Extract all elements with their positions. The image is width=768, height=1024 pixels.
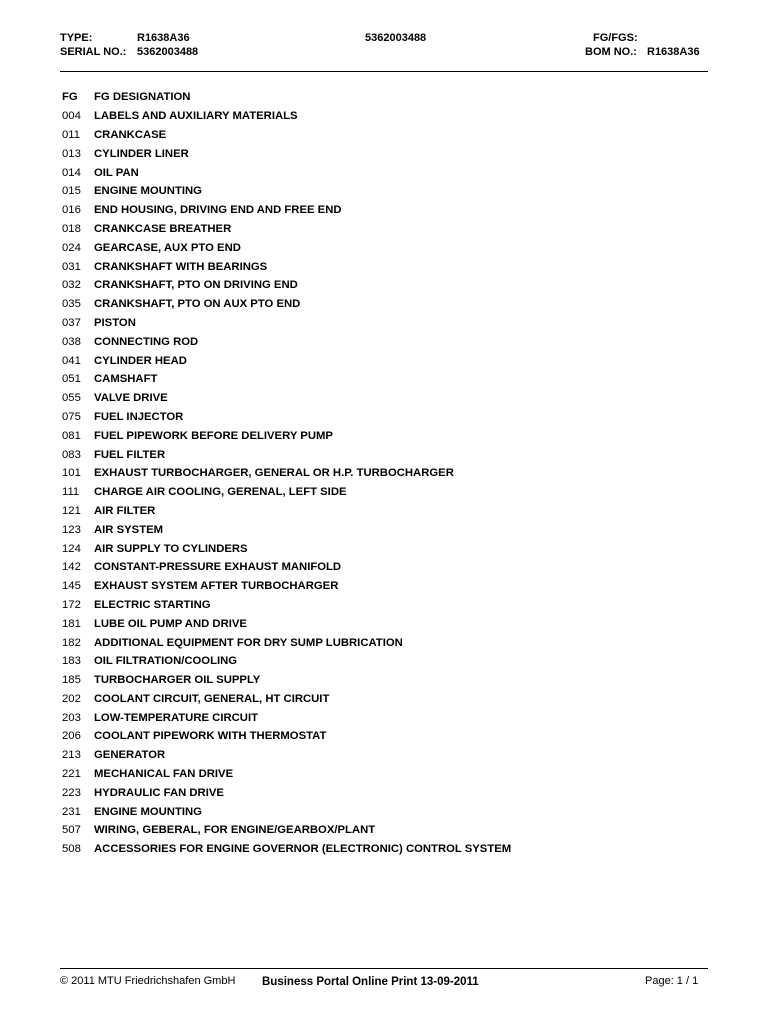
fg-code: 123 [62, 523, 81, 536]
fg-code: 015 [62, 185, 81, 198]
list-item [62, 182, 712, 201]
fg-code: 037 [62, 316, 81, 329]
fg-designation: CONSTANT-PRESSURE EXHAUST MANIFOLD [94, 561, 342, 574]
list-item [62, 671, 712, 690]
fg-designation: CRANKSHAFT WITH BEARINGS [94, 260, 268, 273]
footer-divider [60, 968, 708, 969]
fg-code: 111 [62, 486, 80, 499]
fg-designation: ELECTRIC STARTING [94, 598, 211, 611]
fg-code: 041 [62, 354, 81, 367]
fg-code: 083 [62, 448, 81, 461]
fg-designation: WIRING, GEBERAL, FOR ENGINE/GEARBOX/PLANT [94, 824, 376, 837]
fg-designation: AIR SYSTEM [94, 523, 164, 536]
footer-page: Page: 1 / 1 [645, 975, 699, 987]
list-item [62, 370, 712, 389]
list-item [62, 163, 712, 182]
fg-designation: FUEL INJECTOR [94, 410, 184, 423]
fg-designation: EXHAUST SYSTEM AFTER TURBOCHARGER [94, 580, 339, 593]
fg-designation: CYLINDER HEAD [94, 354, 187, 367]
fg-designation: FUEL PIPEWORK BEFORE DELIVERY PUMP [94, 429, 333, 442]
list-item [62, 144, 712, 163]
fg-code: 221 [62, 768, 81, 781]
fg-code: 213 [62, 749, 81, 762]
fg-code: 145 [62, 580, 81, 593]
fg-code: 035 [62, 298, 81, 311]
list-item [62, 464, 712, 483]
header-designation: FG DESIGNATION [94, 91, 191, 104]
list-item [62, 257, 712, 276]
list-item [62, 558, 712, 577]
fg-designation: CRANKSHAFT, PTO ON DRIVING END [94, 279, 298, 292]
fg-code: 181 [62, 617, 81, 630]
fg-code: 203 [62, 711, 81, 724]
fg-code: 142 [62, 561, 81, 574]
fg-designation: MECHANICAL FAN DRIVE [94, 768, 234, 781]
fg-code: 508 [62, 843, 81, 856]
fg-designation: CONNECTING ROD [94, 335, 199, 348]
fg-designation: LOW-TEMPERATURE CIRCUIT [94, 711, 258, 724]
fg-code: 183 [62, 655, 81, 668]
fg-designation: CYLINDER LINER [94, 147, 189, 160]
fg-code: 016 [62, 204, 81, 217]
list-item [62, 765, 712, 784]
list-item [62, 633, 712, 652]
list-item [62, 426, 712, 445]
list-item [62, 708, 712, 727]
fg-designation: LUBE OIL PUMP AND DRIVE [94, 617, 247, 630]
fg-designation: FUEL FILTER [94, 448, 166, 461]
list-item [62, 351, 712, 370]
list-item [62, 520, 712, 539]
list-item [62, 238, 712, 257]
bom-label: BOM NO.: [585, 46, 637, 58]
list-item [62, 539, 712, 558]
fg-code: 024 [62, 241, 81, 254]
fg-fgs-label: FG/FGS: [593, 32, 638, 44]
fg-designation: PISTON [94, 316, 136, 329]
list-item [62, 126, 712, 145]
list-item [62, 314, 712, 333]
fg-code: 124 [62, 542, 81, 555]
list-header [62, 88, 712, 107]
list-item [62, 746, 712, 765]
fg-code: 507 [62, 824, 81, 837]
fg-code: 075 [62, 410, 81, 423]
serial-value: 5362003488 [137, 46, 199, 58]
fg-code: 014 [62, 166, 81, 179]
list-item [62, 445, 712, 464]
list-item [62, 614, 712, 633]
fg-designation: OIL PAN [94, 166, 139, 179]
list-item [62, 483, 712, 502]
fg-code: 011 [62, 128, 81, 141]
type-label: TYPE: [60, 32, 93, 44]
footer-copyright: © 2011 MTU Friedrichshafen GmbH [60, 975, 236, 987]
fg-designation: GEARCASE, AUX PTO END [94, 241, 241, 254]
list-item [62, 220, 712, 239]
list-item [62, 332, 712, 351]
fg-designation: END HOUSING, DRIVING END AND FREE END [94, 204, 342, 217]
fg-designation: CRANKCASE [94, 128, 167, 141]
fg-designation: AIR SUPPLY TO CYLINDERS [94, 542, 248, 555]
fg-designation: HYDRAULIC FAN DRIVE [94, 786, 224, 799]
bom-value: R1638A36 [647, 46, 700, 58]
fg-code: 185 [62, 674, 81, 687]
fg-code: 004 [62, 110, 81, 123]
type-value: R1638A36 [137, 32, 190, 44]
fg-code: 018 [62, 222, 81, 235]
fg-code: 051 [62, 373, 81, 386]
list-item [62, 596, 712, 615]
fg-code: 055 [62, 392, 81, 405]
fg-code: 038 [62, 335, 81, 348]
fg-code: 202 [62, 692, 81, 705]
list-item [62, 107, 712, 126]
fg-code: 031 [62, 260, 81, 273]
list-item [62, 840, 712, 859]
fg-designation: TURBOCHARGER OIL SUPPLY [94, 674, 261, 687]
fg-list [62, 88, 712, 859]
list-item [62, 408, 712, 427]
fg-code: 182 [62, 636, 81, 649]
center-number: 5362003488 [365, 32, 427, 44]
list-item [62, 389, 712, 408]
fg-code: 206 [62, 730, 81, 743]
list-item [62, 783, 712, 802]
list-item [62, 727, 712, 746]
fg-designation: CHARGE AIR COOLING, GERENAL, LEFT SIDE [94, 486, 347, 499]
fg-code: 032 [62, 279, 81, 292]
fg-code: 172 [62, 598, 81, 611]
fg-code: 223 [62, 786, 81, 799]
list-item [62, 652, 712, 671]
fg-designation: ENGINE MOUNTING [94, 185, 202, 198]
fg-designation: OIL FILTRATION/COOLING [94, 655, 238, 668]
fg-code: 101 [62, 467, 81, 480]
fg-designation: COOLANT CIRCUIT, GENERAL, HT CIRCUIT [94, 692, 330, 705]
list-item [62, 577, 712, 596]
list-item [62, 802, 712, 821]
fg-designation: COOLANT PIPEWORK WITH THERMOSTAT [94, 730, 327, 743]
list-item [62, 502, 712, 521]
fg-designation: GENERATOR [94, 749, 166, 762]
fg-code: 013 [62, 147, 81, 160]
fg-code: 081 [62, 429, 81, 442]
list-item [62, 276, 712, 295]
fg-designation: ADDITIONAL EQUIPMENT FOR DRY SUMP LUBRICATION [94, 636, 403, 649]
fg-designation: CAMSHAFT [94, 373, 158, 386]
header-code: FG [62, 91, 78, 104]
list-item [62, 295, 712, 314]
fg-designation: ACCESSORIES FOR ENGINE GOVERNOR (ELECTRONIC) CONTROL SYSTEM [94, 843, 512, 856]
list-item [62, 201, 712, 220]
fg-designation: CRANKSHAFT, PTO ON AUX PTO END [94, 298, 301, 311]
serial-label: SERIAL NO.: [60, 46, 127, 58]
fg-designation: ENGINE MOUNTING [94, 805, 202, 818]
fg-designation: VALVE DRIVE [94, 392, 168, 405]
list-item [62, 690, 712, 709]
fg-designation: AIR FILTER [94, 504, 156, 517]
list-item [62, 821, 712, 840]
fg-code: 121 [62, 504, 81, 517]
fg-designation: CRANKCASE BREATHER [94, 222, 232, 235]
header-divider [60, 71, 708, 72]
fg-code: 231 [62, 805, 81, 818]
footer-portal-print: Business Portal Online Print 13-09-2011 [262, 976, 479, 988]
fg-designation: EXHAUST TURBOCHARGER, GENERAL OR H.P. TURBOCHARGER [94, 467, 454, 480]
fg-designation: LABELS AND AUXILIARY MATERIALS [94, 110, 298, 123]
